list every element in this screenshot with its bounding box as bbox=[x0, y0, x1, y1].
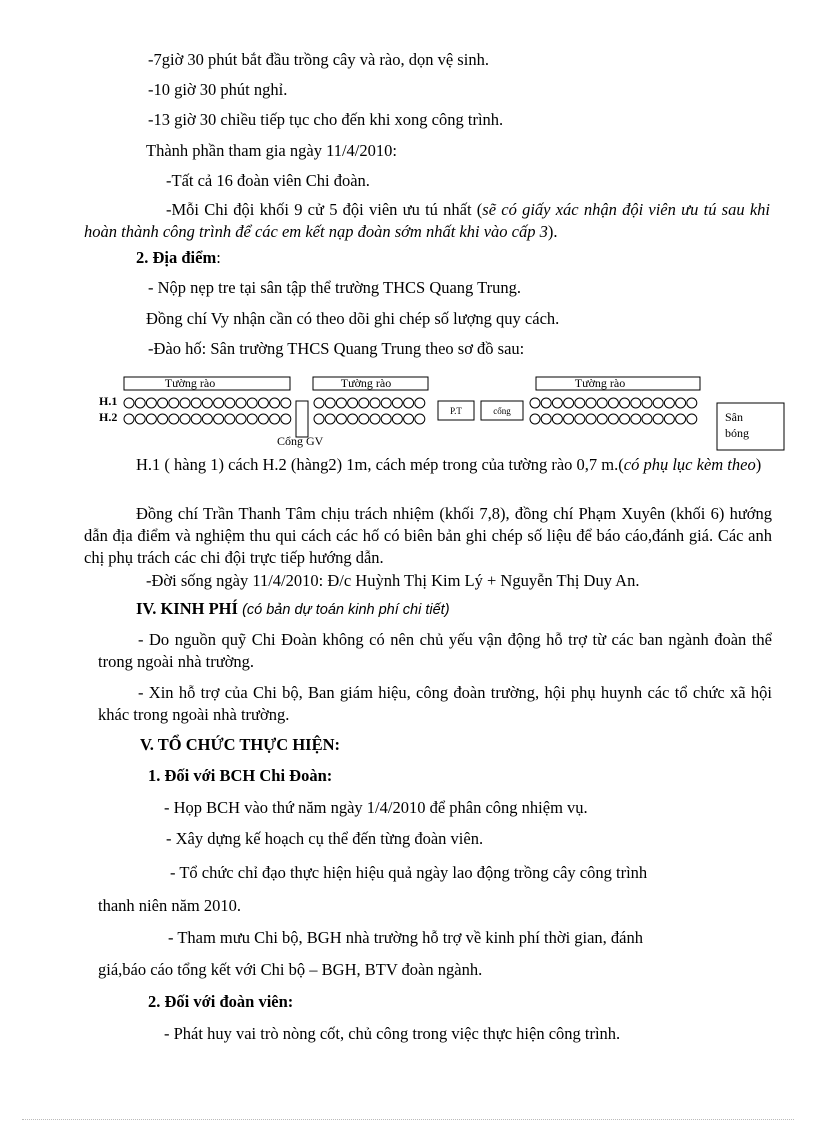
hole bbox=[564, 398, 574, 408]
sub-heading: 2. Đối với đoàn viên: bbox=[148, 992, 294, 1011]
text-paragraph: - Do nguồn quỹ Chi Đoàn không có nên chủ yếu vận động hỗ trợ từ các ban ngành đoàn thể trong ngoài nhà trường. bbox=[98, 630, 772, 671]
hole bbox=[687, 398, 697, 408]
text-paragraph bbox=[84, 454, 772, 476]
text-line: - Xây dựng kế hoạch cụ thể đến từng đoàn viên. bbox=[166, 829, 484, 848]
hole bbox=[575, 414, 585, 424]
hole bbox=[348, 398, 358, 408]
hole bbox=[202, 398, 212, 408]
hole bbox=[325, 414, 335, 424]
text-line: -Đào hố: Sân trường THCS Quang Trung theo sơ đồ sau: bbox=[148, 339, 525, 358]
hole bbox=[597, 398, 607, 408]
text-line: -13 giờ 30 chiều tiếp tục cho đến khi xong công trình. bbox=[148, 110, 504, 129]
text-span: -Mỗi Chi đội khối 9 cử 5 đội viên ưu tú nhất ( bbox=[166, 200, 483, 219]
hole bbox=[258, 398, 268, 408]
hole bbox=[664, 414, 674, 424]
field-label: Sân bbox=[725, 410, 743, 424]
hole bbox=[575, 398, 585, 408]
wall-label: Tường rào bbox=[340, 376, 392, 390]
hole bbox=[225, 398, 235, 408]
hole bbox=[325, 398, 335, 408]
gate-label: Cổng GV bbox=[277, 434, 324, 448]
hole bbox=[530, 398, 540, 408]
section-heading bbox=[136, 248, 221, 268]
hole bbox=[281, 398, 291, 408]
hole bbox=[552, 414, 562, 424]
text-line: Thành phần tham gia ngày 11/4/2010: bbox=[146, 141, 397, 160]
hole bbox=[415, 414, 425, 424]
sub-heading: 1. Đối với BCH Chi Đoàn: bbox=[148, 766, 333, 785]
row-label: H.2 bbox=[99, 410, 118, 424]
hole bbox=[135, 398, 145, 408]
hole bbox=[620, 398, 630, 408]
hole bbox=[169, 398, 179, 408]
section-heading bbox=[136, 599, 450, 620]
hole bbox=[631, 398, 641, 408]
text-span: ) bbox=[755, 455, 762, 474]
hole bbox=[564, 414, 574, 424]
text-line: - Tổ chức chỉ đạo thực hiện hiệu quả ngày lao động trồng cây công trình bbox=[170, 863, 648, 882]
section-heading: V. TỔ CHỨC THỰC HIỆN: bbox=[140, 735, 341, 754]
hole bbox=[236, 414, 246, 424]
hole bbox=[370, 414, 380, 424]
hole bbox=[191, 398, 201, 408]
heading-text: 2. Địa điểm bbox=[136, 248, 217, 267]
wall-label: Tường rào bbox=[574, 376, 626, 390]
text-paragraph: Đồng chí Trần Thanh Tâm chịu trách nhiệm (khối 7,8), đồng chí Phạm Xuyên (khối 6) hướng dẫn địa điểm và nghiệm thu qui cách các hố có biên bản ghi chép số liệu để báo cáo,đánh giá. Các anh chị phụ trách các chi đội trực tiếp hướng dẫn. bbox=[84, 504, 772, 567]
hole bbox=[586, 398, 596, 408]
hole bbox=[541, 414, 551, 424]
hole bbox=[530, 414, 540, 424]
site-diagram bbox=[0, 370, 816, 452]
hole bbox=[642, 414, 652, 424]
hole bbox=[146, 414, 156, 424]
text-paragraph bbox=[84, 199, 770, 243]
hole bbox=[381, 414, 391, 424]
text-line: -7giờ 30 phút bắt đầu trồng cây và rào, dọn vệ sinh. bbox=[148, 50, 489, 69]
hole bbox=[676, 398, 686, 408]
hole bbox=[541, 398, 551, 408]
hole bbox=[270, 414, 280, 424]
hole bbox=[552, 398, 562, 408]
hole bbox=[180, 398, 190, 408]
hole bbox=[348, 414, 358, 424]
hole bbox=[158, 398, 168, 408]
hole bbox=[687, 414, 697, 424]
hole bbox=[202, 414, 212, 424]
wall-label: Tường rào bbox=[164, 376, 216, 390]
hole bbox=[314, 398, 324, 408]
hole bbox=[381, 398, 391, 408]
hole bbox=[135, 414, 145, 424]
field-label: bóng bbox=[725, 426, 749, 440]
hole bbox=[225, 414, 235, 424]
heading-colon: : bbox=[216, 248, 221, 267]
text-line: - Phát huy vai trò nòng cốt, chủ công trong việc thực hiện công trình. bbox=[164, 1024, 621, 1043]
hole bbox=[392, 414, 402, 424]
hole bbox=[258, 414, 268, 424]
hole bbox=[336, 414, 346, 424]
text-line: - Họp BCH vào thứ năm ngày 1/4/2010 để phân công nhiệm vụ. bbox=[164, 798, 588, 817]
hole bbox=[404, 398, 414, 408]
row-label: H.1 bbox=[99, 394, 118, 408]
text-line: -Đời sống ngày 11/4/2010: Đ/c Huỳnh Thị Kim Lý + Nguyễn Thị Duy An. bbox=[146, 571, 640, 590]
hole bbox=[404, 414, 414, 424]
hole bbox=[169, 414, 179, 424]
text-span: ). bbox=[547, 222, 558, 241]
hole bbox=[281, 414, 291, 424]
hole bbox=[620, 414, 630, 424]
hole bbox=[653, 414, 663, 424]
text-span: H.1 ( hàng 1) cách H.2 (hàng2) 1m, cách mép trong của tường rào 0,7 m.( bbox=[136, 455, 624, 474]
hole bbox=[158, 414, 168, 424]
holes bbox=[124, 398, 697, 424]
hole bbox=[236, 398, 246, 408]
hole bbox=[314, 414, 324, 424]
page-border bbox=[22, 1119, 794, 1120]
hole bbox=[214, 398, 224, 408]
hole bbox=[191, 414, 201, 424]
hole bbox=[336, 398, 346, 408]
pt-label: P.T bbox=[450, 406, 462, 416]
gate-box-label: cổng bbox=[493, 406, 511, 416]
text-line: - Tham mưu Chi bộ, BGH nhà trường hỗ trợ về kinh phí thời gian, đánh bbox=[168, 928, 644, 947]
hole bbox=[359, 398, 369, 408]
hole bbox=[664, 398, 674, 408]
text-line: giá,báo cáo tổng kết với Chi bộ – BGH, BTV đoàn ngành. bbox=[98, 960, 483, 979]
italic-note: sẽ có giấy xác nhận đội viên ưu tú sau khi hoàn thành công trình để các em kết nạp đoàn sớm nhất khi vào cấp 3 bbox=[84, 200, 770, 241]
gate-gv bbox=[296, 401, 308, 437]
heading-text: IV. KINH PHÍ bbox=[136, 599, 238, 618]
hole bbox=[214, 414, 224, 424]
hole bbox=[631, 414, 641, 424]
text-line: Đồng chí Vy nhận cần có theo dõi ghi chép số lượng quy cách. bbox=[146, 309, 560, 328]
hole bbox=[146, 398, 156, 408]
hole bbox=[653, 398, 663, 408]
hole bbox=[392, 398, 402, 408]
hole bbox=[676, 414, 686, 424]
text-line: - Nộp nẹp tre tại sân tập thể trường THCS Quang Trung. bbox=[148, 278, 521, 297]
hole bbox=[247, 414, 257, 424]
hole bbox=[270, 398, 280, 408]
hole bbox=[586, 414, 596, 424]
hole bbox=[597, 414, 607, 424]
hole bbox=[124, 398, 134, 408]
text-line: -10 giờ 30 phút nghỉ. bbox=[148, 80, 288, 99]
hole bbox=[370, 398, 380, 408]
hole bbox=[642, 398, 652, 408]
text-line: -Tất cả 16 đoàn viên Chi đoàn. bbox=[166, 171, 370, 190]
text-paragraph: - Xin hỗ trợ của Chi bộ, Ban giám hiệu, công đoàn trường, hội phụ huynh các tổ chức xã hội khác trong ngoài nhà trường. bbox=[98, 683, 772, 724]
hole bbox=[415, 398, 425, 408]
hole bbox=[124, 414, 134, 424]
text-line: thanh niên năm 2010. bbox=[98, 896, 241, 915]
hole bbox=[180, 414, 190, 424]
italic-note: có phụ lục kèm theo bbox=[623, 455, 756, 474]
hole bbox=[608, 414, 618, 424]
hole bbox=[247, 398, 257, 408]
hole bbox=[359, 414, 369, 424]
hole bbox=[608, 398, 618, 408]
heading-note: (có bản dự toán kinh phí chi tiết) bbox=[242, 602, 450, 618]
